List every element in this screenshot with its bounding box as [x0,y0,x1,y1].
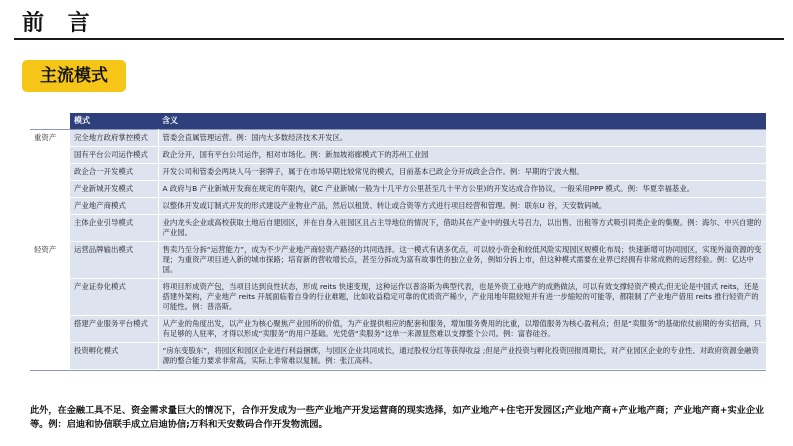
model-cell: 运营品牌输出模式 [70,242,158,279]
table-row [30,343,766,370]
category-cell [30,147,70,164]
table-bottom-rule [30,370,766,371]
table-row [30,181,766,198]
category-cell [30,215,70,242]
table-row [30,198,766,215]
models-table [30,113,766,370]
model-cell: 国有平台公司运作模式 [70,147,158,164]
category-cell [30,316,70,343]
header-model: 模式 [70,113,158,130]
description-cell: A 政府与B 产业新城开发商在规定的年限内，就C 产业新城(一般为十几平方公里甚至几十平方公里)的开发达成合作协议，一般采用PPP 模式。例：华夏幸福基业。 [158,181,766,198]
description-cell: 以整体开发或订制式开发的形式建设产业物业产品，然后以租赁、转让或合资等方式进行项目经营和管理。例：联东U 谷，天安数码城。 [158,198,766,215]
description-cell: 管委会直属管理运营。例：国内大多数经济技术开发区。 [158,130,766,147]
table-row [30,164,766,181]
description-cell: 从产业的角度出发，以产业为核心聚焦产业园所的价值，为产业提供相应的配套和服务，增加服务费用的比重，以增值服务为核心盈利点；但是“卖服务”的基础依仗前期的夯实招商，只有足够的人驻率，才得以形成“卖服务”的用户基础。光凭借“卖服务”这单一来源显然难以支撑整个公司。例：富春硅谷。 [158,316,766,343]
category-cell [30,164,70,181]
description-cell: 业内龙头企业或高校获取土地后自建园区，并在自身入驻园区且占主导地位的情况下，借助其在产业中的强大号召力，以出售、出租等方式吸引同类企业的集聚。例：海尔、中兴自建的产业园。 [158,215,766,242]
description-cell: 开发公司和管委会两块人马一套牌子，属于在市场早期比较常见的模式，目前基本已政企分开成政企合作。例：早期的宁波大榭。 [158,164,766,181]
table-body [30,130,766,370]
model-cell: 搭建产业服务平台模式 [70,316,158,343]
model-cell: 产业证券化模式 [70,279,158,316]
table-row [30,242,766,279]
table-row [30,147,766,164]
category-cell [30,343,70,370]
category-cell: 轻资产 [30,242,70,279]
model-cell: 主体企业引导模式 [70,215,158,242]
table-header-row [30,113,766,130]
description-cell: 将项目形成资产包，当项目达到良性状态，形成 reits 快速变现，这种运作以普洛斯为典型代表，也是外资工业地产的成熟做法，可以有效支撑轻资产模式;但无论是中国式 reits，还是搭建外架构，产业地产 reits 开展面临着自身的行业难题，比如收益稳定可靠的优质资产稀少，产业用地年限较短并有进一步缩短的可能等，都限制了产业地产借用 reits 推行轻资产的可能性。例：普洛斯。 [158,279,766,316]
model-cell: 投资孵化模式 [70,343,158,370]
description-cell: “房东变股东”，将园区和园区企业进行利益捆绑，与园区企业共同成长，通过股权分红等获得收益 ;但是产业投资与孵化投资回报周期长，对产业园区企业的专业性、对政府资源金融资源的整合能力要求非常高，实际上非常难以复制。例：张江高科。 [158,343,766,370]
footnote: 此外，在金融工具不足、资金需求量巨大的情况下，合作开发成为一些产业地产开发运营商的现实选择，如产业地产+住宅开发园区;产业地产商+产业地产商；产业地产商+实业企业等。例：启迪和协信联手成立启迪协信;万科和天安数码合作开发物流园。 [30,405,765,430]
model-cell: 产业新城开发模式 [70,181,158,198]
header-description: 含义 [158,113,766,130]
model-cell: 政企合一开发模式 [70,164,158,181]
table-row [30,279,766,316]
header-category [30,113,70,130]
category-cell [30,279,70,316]
description-cell: 售卖乃至分拆“运营能力”，成为不少产业地产商轻资产路径的共同选择。这一模式有诸多优点，可以较小资金和较低风险实现园区规模化布局；快速新增可协同园区，实现外溢资源的变现；为重资产项目进入新的城市探路；培育新的营收增长点，甚至分拆成为富有故事性的独立业务，例如分拆上市，但这种模式需要在业界已经拥有非常成熟的运营经验。例：亿达中国。 [158,242,766,279]
model-cell: 产业地产商模式 [70,198,158,215]
page-title: 前 言 [22,11,98,36]
table-row [30,316,766,343]
category-cell: 重资产 [30,130,70,147]
section-badge: 主流模式 [22,60,126,92]
models-table-container [30,113,766,371]
description-cell: 政企分开，国有平台公司运作，相对市场化。例：新加坡裕廊模式下的苏州工业园 [158,147,766,164]
table-row [30,130,766,147]
title-divider [14,38,784,40]
table-row [30,215,766,242]
category-cell [30,181,70,198]
category-cell [30,198,70,215]
model-cell: 完全地方政府掌控模式 [70,130,158,147]
